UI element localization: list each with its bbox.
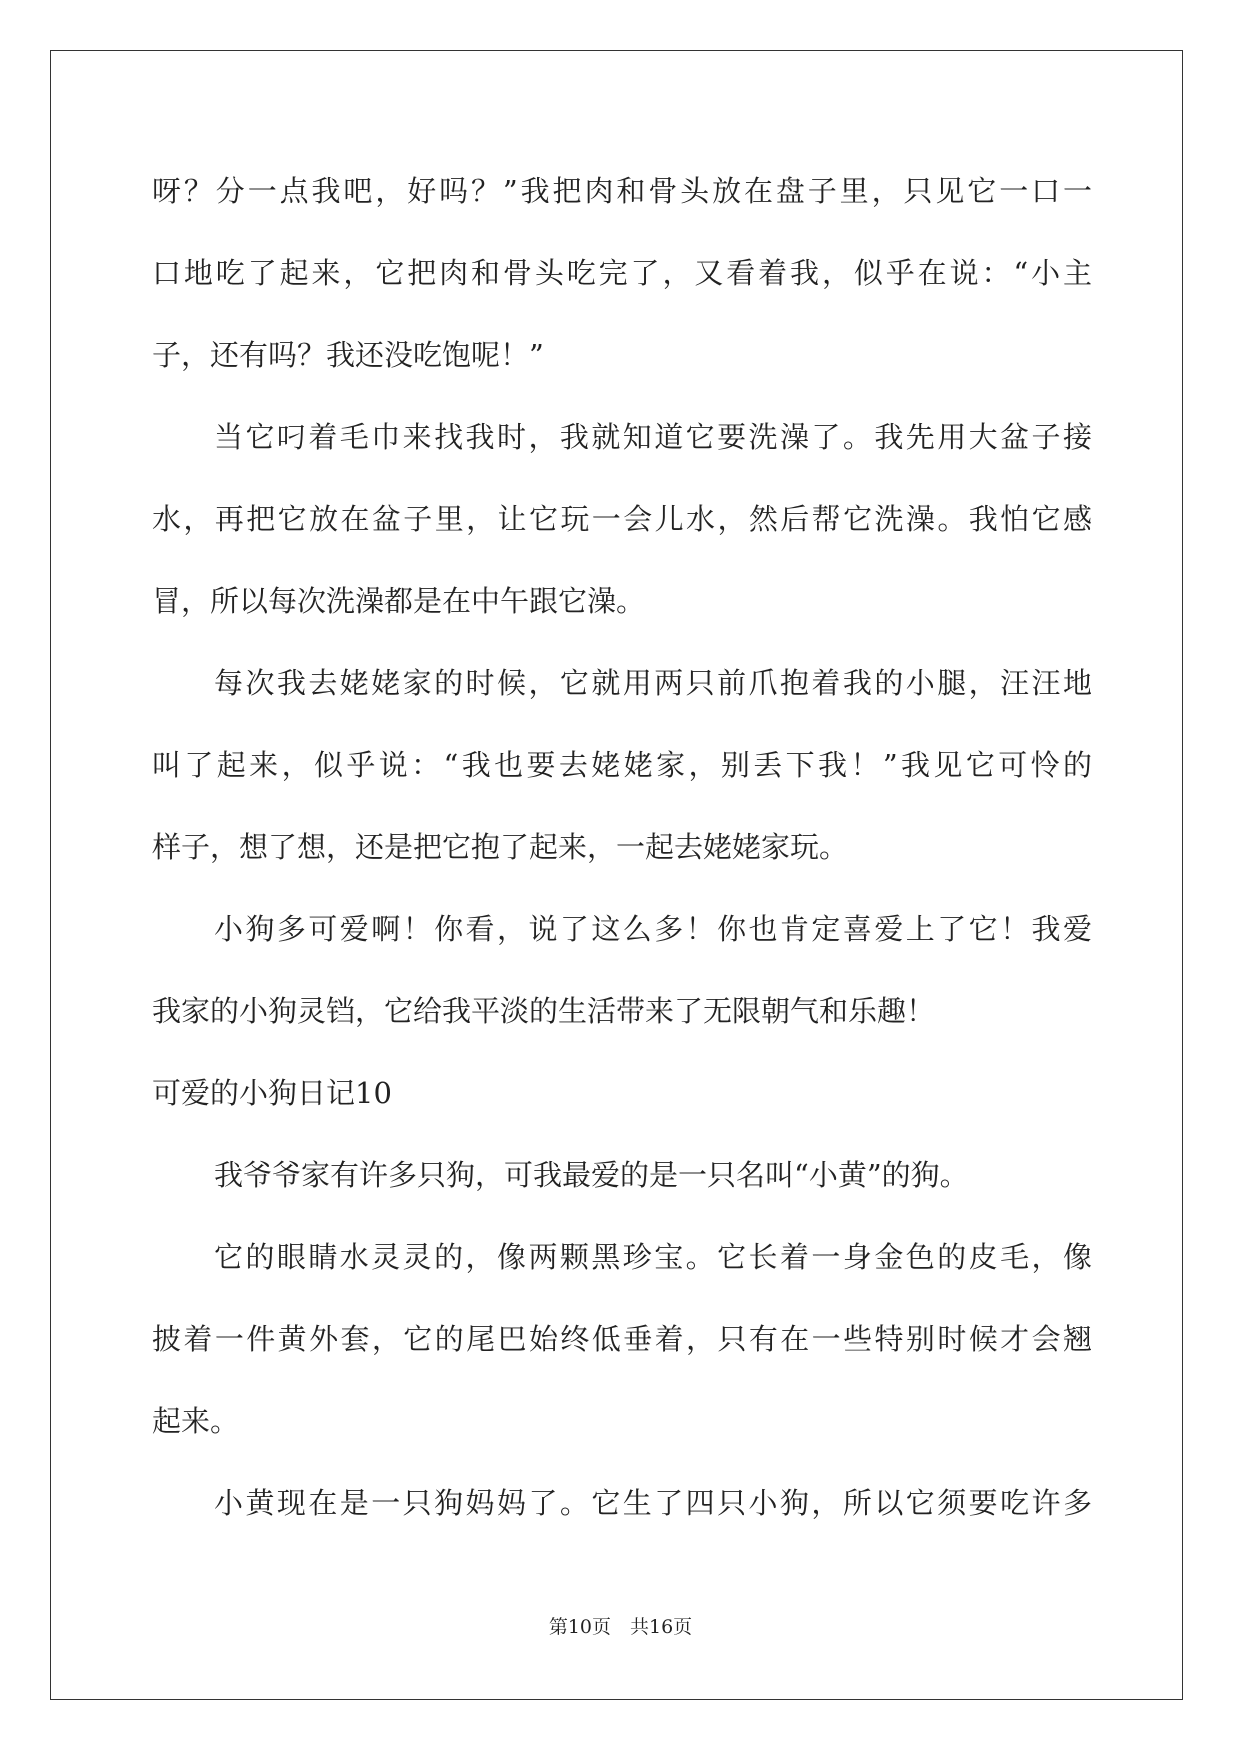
text-line: 每次我去姥姥家的时候，它就用两只前爪抱着我的小腿，汪汪地	[214, 666, 1092, 700]
text-line: 冒，所以每次洗澡都是在中午跟它澡。	[152, 584, 646, 618]
text-line: 口地吃了起来，它把肉和骨头吃完了，又看着我，似乎在说：“小主	[152, 256, 1092, 290]
text-line: 子，还有吗？我还没吃饱呢！”	[152, 338, 544, 372]
text-line: 水，再把它放在盆子里，让它玩一会儿水，然后帮它洗澡。我怕它感	[152, 502, 1092, 536]
section-heading: 可爱的小狗日记10	[152, 1076, 392, 1110]
text-line: 它的眼睛水灵灵的，像两颗黑珍宝。它长着一身金色的皮毛，像	[214, 1240, 1092, 1274]
text-line: 呀？分一点我吧，好吗？”我把肉和骨头放在盘子里，只见它一口一	[152, 174, 1092, 208]
page-footer: 第10页 共16页	[548, 1616, 693, 1638]
text-line: 叫了起来，似乎说：“我也要去姥姥家，别丢下我！”我见它可怜的	[152, 748, 1092, 782]
text-line: 样子，想了想，还是把它抱了起来，一起去姥姥家玩。	[152, 830, 849, 864]
text-line: 小狗多可爱啊！你看，说了这么多！你也肯定喜爱上了它！我爱	[214, 912, 1092, 946]
text-line: 小黄现在是一只狗妈妈了。它生了四只小狗，所以它须要吃许多	[214, 1486, 1092, 1520]
text-line: 披着一件黄外套，它的尾巴始终低垂着，只有在一些特别时候才会翘	[152, 1322, 1092, 1356]
document-body	[152, 150, 1092, 1544]
text-line: 我家的小狗灵铛，它给我平淡的生活带来了无限朝气和乐趣！	[152, 994, 936, 1028]
text-line: 起来。	[152, 1404, 240, 1438]
text-line: 我爷爷家有许多只狗，可我最爱的是一只名叫“小黄”的狗。	[214, 1158, 969, 1192]
text-line: 当它叼着毛巾来找我时，我就知道它要洗澡了。我先用大盆子接	[214, 420, 1092, 454]
